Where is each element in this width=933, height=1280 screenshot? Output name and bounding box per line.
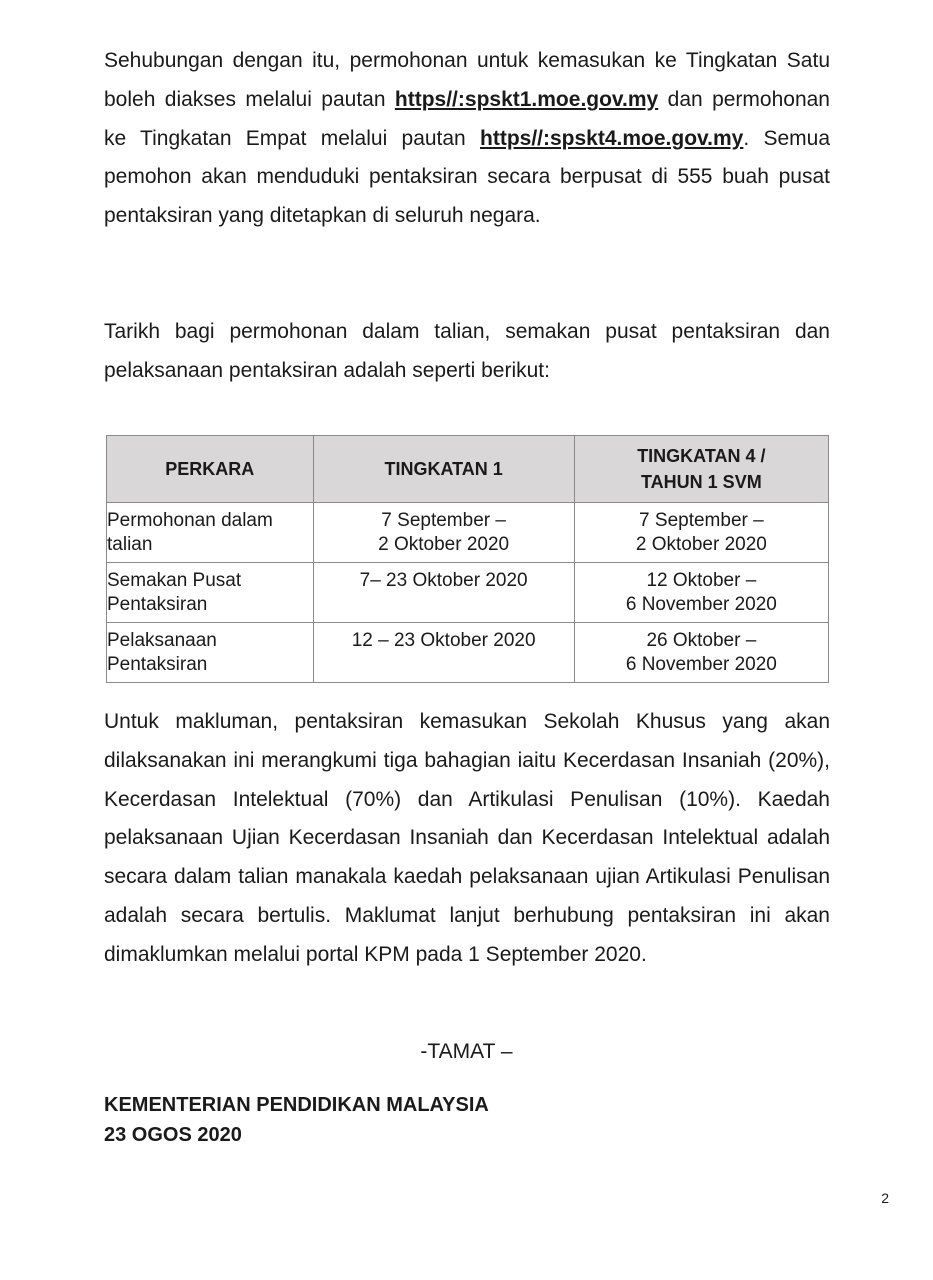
cell-tingkatan-1	[313, 623, 574, 683]
signature-date: 23 OGOS 2020	[104, 1124, 242, 1146]
header-line: TINGKATAN 4 /	[637, 446, 766, 466]
header-line: TAHUN 1 SVM	[641, 472, 762, 492]
cell-line: 12 Oktober –	[646, 570, 757, 591]
cell-tingkatan-4	[574, 503, 828, 563]
paragraph-application-links	[104, 42, 830, 236]
cell-line: 6 November 2020	[625, 654, 777, 675]
link-spskt1[interactable]: https//:spskt1.moe.gov.my	[394, 87, 659, 111]
cell-perkara	[107, 623, 314, 683]
cell-line: 26 Oktober –	[646, 630, 757, 651]
cell-tingkatan-4	[574, 563, 828, 623]
cell-line: 7 September –	[639, 510, 764, 531]
paragraph-text: . Semua pemohon akan menduduki pentaksiran secara berpusat di 555 buah pusat pentaksiran yang ditetapkan di seluruh negara.	[104, 126, 830, 228]
paragraph-schedule-intro: Tarikh bagi permohonan dalam talian, semakan pusat pentaksiran dan pelaksanaan pentaksiran adalah seperti berikut:	[104, 320, 830, 382]
paragraph-text: dan permohonan ke Tingkatan Empat melalui pautan	[104, 87, 830, 150]
cell-line: 2 Oktober 2020	[378, 534, 510, 555]
cell-line: Pentaksiran	[107, 594, 208, 615]
link-spskt4[interactable]: https//:spskt4.moe.gov.my	[480, 126, 744, 150]
end-marker: -TAMAT –	[420, 1040, 513, 1063]
table-row	[107, 503, 829, 563]
cell-line: 2 Oktober 2020	[635, 534, 767, 555]
cell-line: Permohonan dalam	[107, 510, 273, 531]
table-row	[107, 623, 829, 683]
cell-line: Pelaksanaan	[107, 630, 217, 651]
header-perkara: PERKARA	[107, 436, 314, 503]
cell-line: Pentaksiran	[107, 654, 208, 675]
cell-line: Semakan Pusat	[107, 570, 242, 591]
cell-tingkatan-1	[313, 563, 574, 623]
paragraph-assessment-details: Untuk makluman, pentaksiran kemasukan Sekolah Khusus yang akan dilaksanakan ini merangkumi tiga bahagian iaitu Kecerdasan Insaniah (20%), Kecerdasan Intelektual (70%) dan Artikulasi Penulisan (10%). Kaedah pelaksanaan Ujian Kecerdasan Insaniah dan Kecerdasan Intelektual adalah secara dalam talian manakala kaedah pelaksanaan ujian Artikulasi Penulisan adalah secara bertulis. Maklumat lanjut berhubung pentaksiran ini akan dimaklumkan melalui portal KPM pada 1 September 2020.	[104, 710, 830, 966]
page-number: 2	[881, 1190, 889, 1206]
cell-line: 7 September –	[381, 510, 506, 531]
cell-tingkatan-1	[313, 503, 574, 563]
header-tingkatan-4	[574, 436, 828, 503]
cell-line: talian	[107, 534, 153, 555]
cell-line: 7– 23 Oktober 2020	[359, 570, 528, 591]
cell-line: 12 – 23 Oktober 2020	[351, 630, 536, 651]
table-header-row	[107, 436, 829, 503]
header-tingkatan-1: TINGKATAN 1	[313, 436, 574, 503]
cell-perkara	[107, 563, 314, 623]
cell-line: 6 November 2020	[625, 594, 777, 615]
paragraph-text: Sehubungan dengan itu, permohonan untuk kemasukan ke Tingkatan Satu boleh diakses melalui pautan	[104, 49, 830, 111]
cell-perkara	[107, 503, 314, 563]
cell-tingkatan-4	[574, 623, 828, 683]
schedule-table	[106, 435, 829, 683]
signature-organisation: KEMENTERIAN PENDIDIKAN MALAYSIA	[104, 1094, 489, 1116]
table-row	[107, 563, 829, 623]
